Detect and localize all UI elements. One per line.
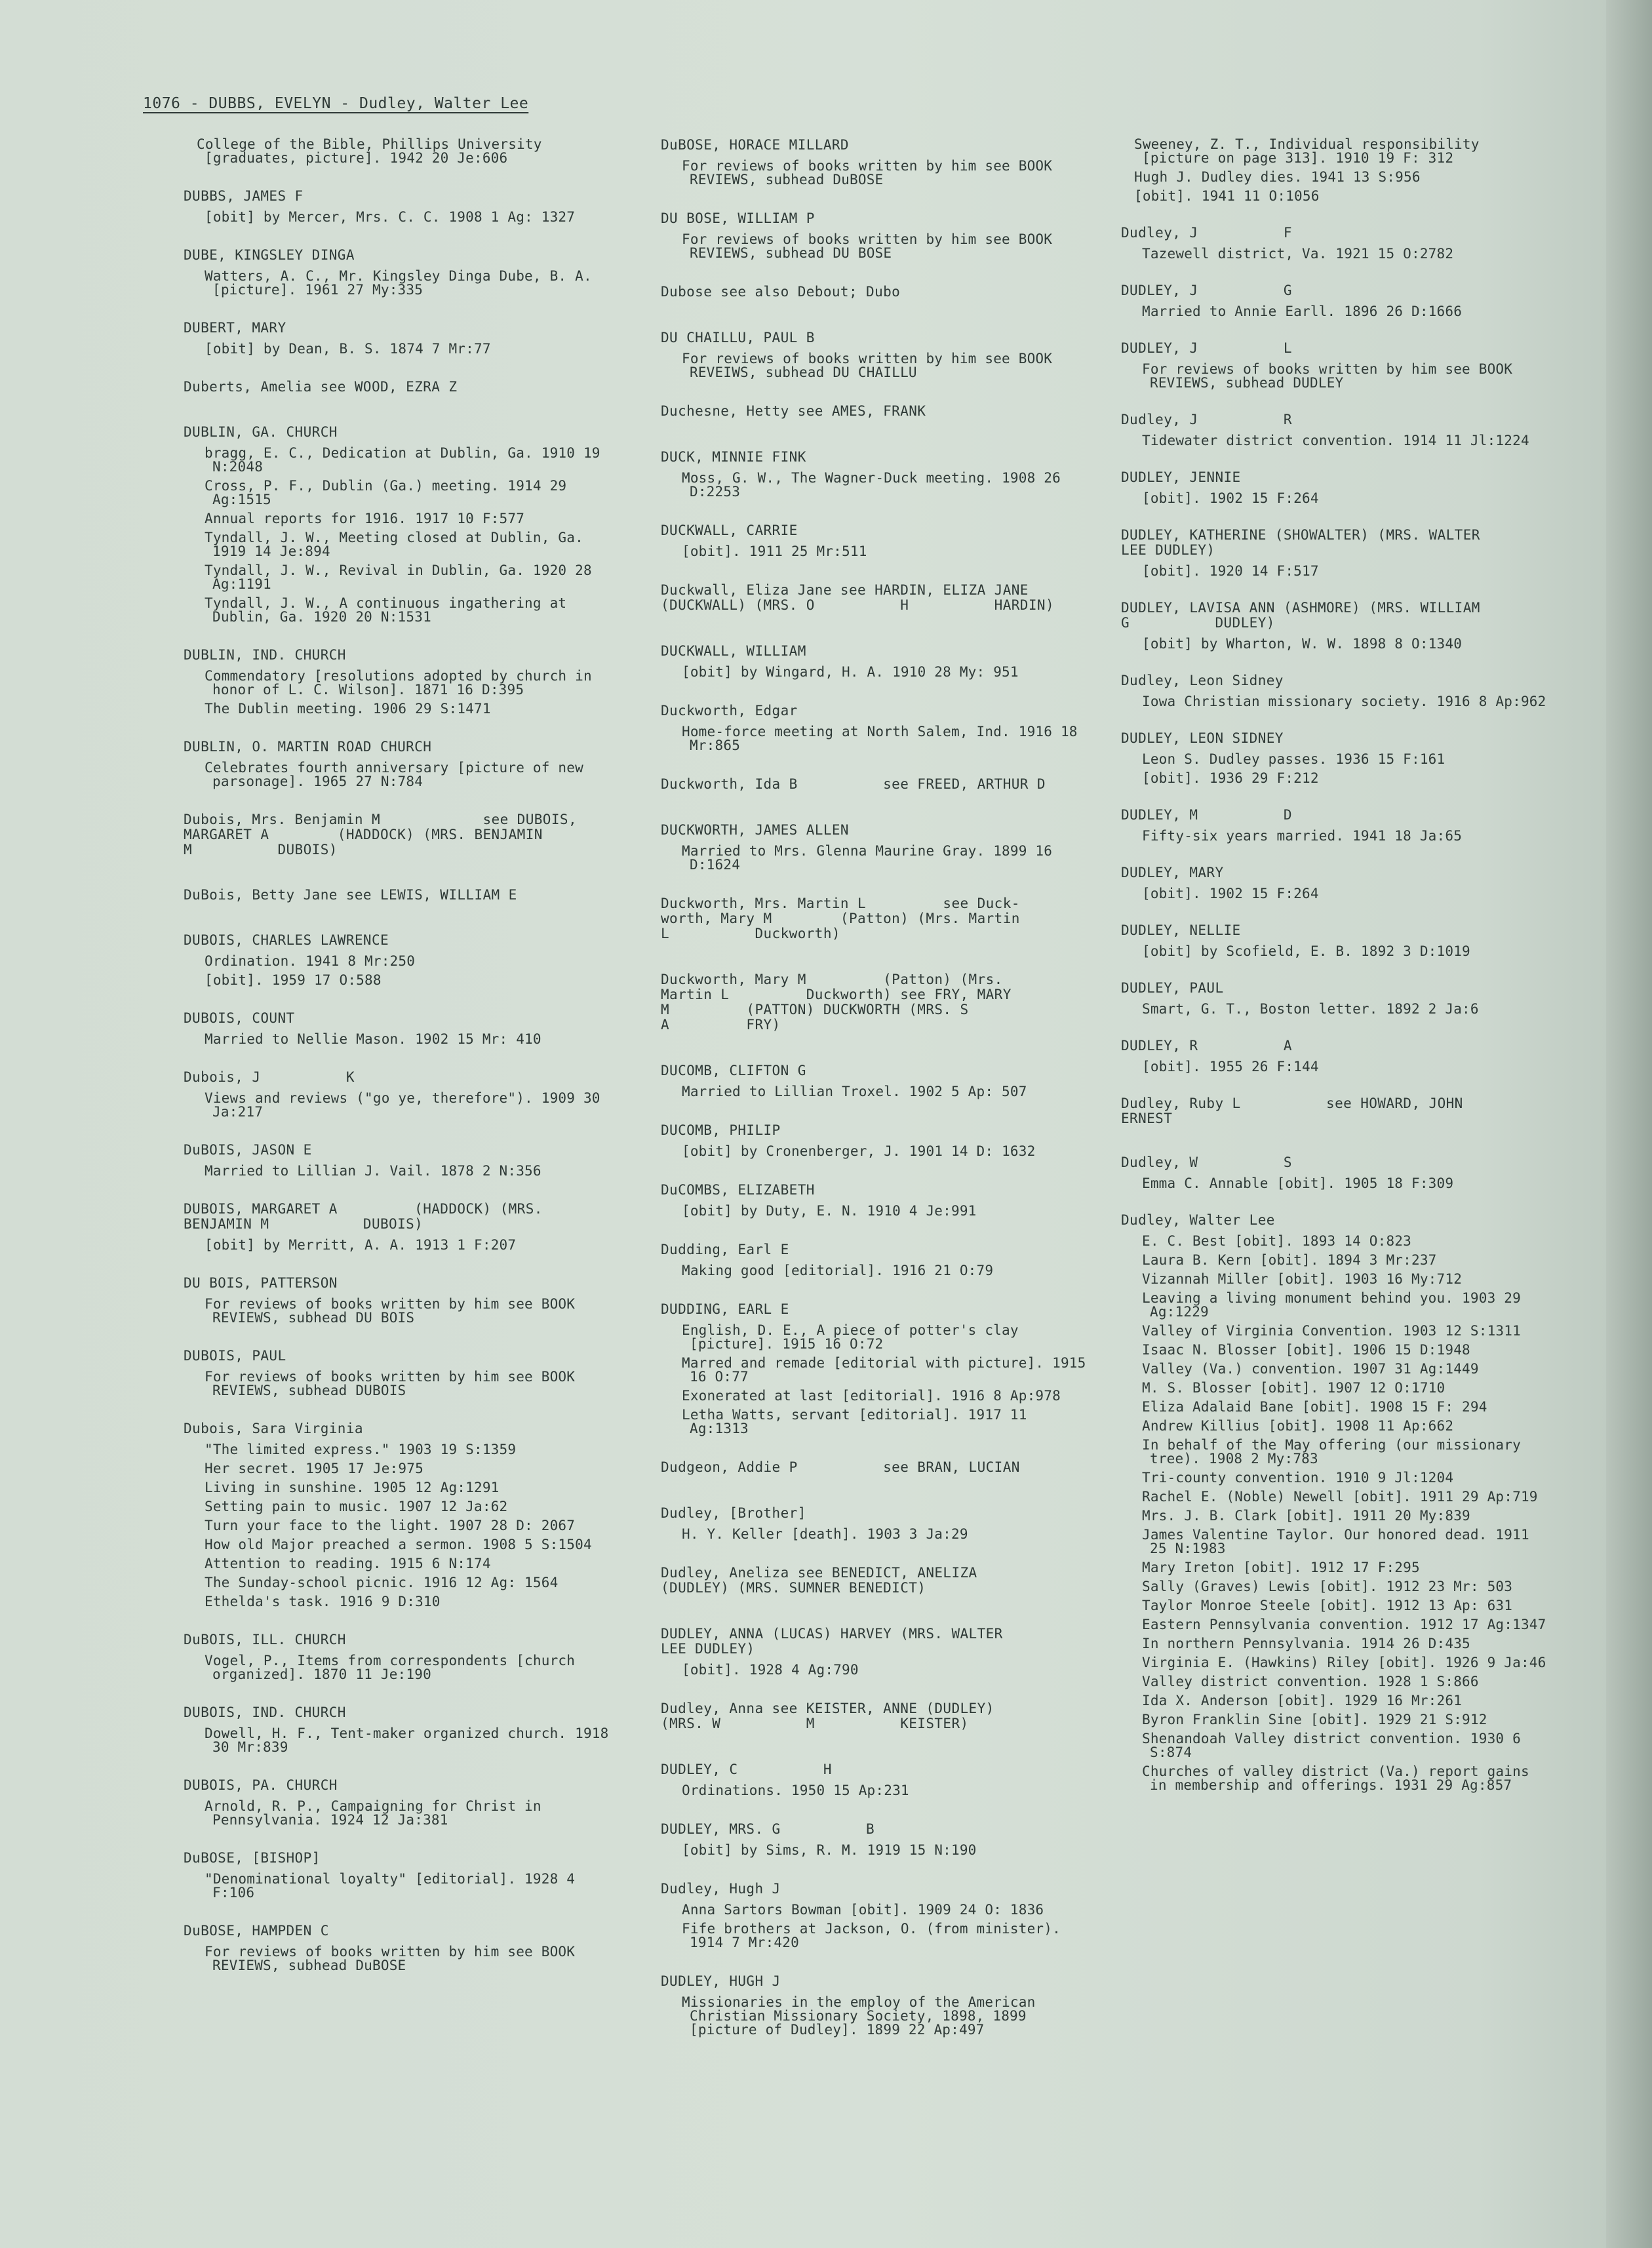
entry-heading: DuBOSE, HAMPDEN C [184,1923,329,1939]
citation: Commendatory [resolutions adopted by church in honor of L. C. Wilson]. 1871 16 D:395 [205,668,600,698]
citation: Marred and remade [editorial with picture]. 1915 16 O:77 [682,1355,1095,1385]
citation: Byron Franklin Sine [obit]. 1929 21 S:912 [1142,1712,1487,1727]
citation: [obit]. 1902 15 F:264 [1142,886,1319,901]
entry-heading: DUBLIN, O. MARTIN ROAD CHURCH [184,739,432,755]
entry-heading: Dubose see also Debout; Dubo [661,284,901,300]
index-entry [184,648,616,716]
citation: "The limited express." 1903 19 S:1359 [205,1442,517,1457]
index-entry [1121,808,1554,843]
citation: The Dublin meeting. 1906 29 S:1471 [205,701,491,717]
entry-heading: Dudley, J F [1121,225,1292,241]
entry-heading: Dudgeon, Addie P see BRAN, LUCIAN [661,1459,1020,1475]
citation: bragg, E. C., Dedication at Dublin, Ga. 1910 19 N:2048 [205,445,609,475]
citation: Valley (Va.) convention. 1907 31 Ag:1449 [1142,1361,1479,1377]
index-entry [184,189,616,224]
citation: [obit] by Scofield, E. B. 1892 3 D:1019 [1142,943,1470,959]
index-entry [184,1349,616,1398]
citation: Celebrates fourth anniversary [picture of new parsonage]. 1965 27 N:784 [205,760,592,789]
citation: In behalf of the May offering (our missionary tree). 1908 2 My:783 [1142,1437,1529,1467]
index-entry [661,1882,1093,1950]
index-entry [1121,138,1554,203]
citation: For reviews of books written by him see BOOK REVIEWS, subhead DUDLEY [1142,361,1521,391]
citation: Mrs. J. B. Clark [obit]. 1911 20 My:839 [1142,1508,1470,1524]
index-entry [1121,673,1554,709]
entry-heading: DUDLEY, KATHERINE (SHOWALTER) (MRS. WALTER LEE DUDLEY) [1121,527,1480,558]
citation: [obit]. 1902 15 F:264 [1142,490,1319,506]
citation: How old Major preached a sermon. 1908 5 S:1504 [205,1537,592,1552]
entry-heading: DUCKWORTH, JAMES ALLEN [661,822,849,838]
citation: [obit]. 1928 4 Ag:790 [682,1662,859,1678]
citation: Leon S. Dudley passes. 1936 15 F:161 [1142,751,1446,767]
citation: Churches of valley district (Va.) report gains in membership and offerings. 1931 29 Ag:857 [1142,1764,1538,1793]
entry-heading: DuBOIS, JASON E [184,1142,312,1158]
index-entry [661,285,1093,306]
index-entry [184,1421,616,1609]
entry-heading: DUBERT, MARY [184,320,286,336]
entry-heading: DUDLEY, PAUL [1121,980,1224,996]
index-entry [184,1632,616,1682]
index-entry [661,823,1093,872]
index-entry [661,1183,1093,1218]
citation: E. C. Best [obit]. 1893 14 O:823 [1142,1233,1411,1249]
index-entry [184,933,616,987]
citation: [obit] by Wharton, W. W. 1898 8 O:1340 [1142,636,1463,652]
citation: Laura B. Kern [obit]. 1894 3 Mr:237 [1142,1252,1437,1268]
citation: Views and reviews ("go ye, therefore"). 1909 30 Ja:217 [205,1090,609,1120]
entry-heading: Dudley, Walter Lee [1121,1212,1275,1228]
citation: Cross, P. F., Dublin (Ga.) meeting. 1914 29 Ag:1515 [205,478,576,507]
citation: College of the Bible, Phillips University [graduates, picture]. 1942 20 Je:606 [197,136,551,166]
citation: Taylor Monroe Steele [obit]. 1912 13 Ap: 631 [1142,1598,1513,1613]
citation: Attention to reading. 1915 6 N:174 [205,1556,491,1571]
index-entry [184,321,616,356]
citation: For reviews of books written by him see BOOK REVEIWS, subhead DU CHAILLU [682,351,1061,380]
index-entry [184,1851,616,1900]
entry-heading: Dudley, Ruby L see HOWARD, JOHN ERNEST [1121,1095,1463,1126]
citation: Turn your face to the light. 1907 28 D: 2067 [205,1518,576,1533]
citation: [obit]. 1941 11 O:1056 [1134,188,1320,204]
index-entry [661,1302,1093,1436]
index-entry [184,739,616,789]
citation: [obit] by Merritt, A. A. 1913 1 F:207 [205,1237,517,1253]
citation: Valley of Virginia Convention. 1903 12 S:1311 [1142,1323,1521,1339]
index-entry [661,1822,1093,1857]
index-entry [661,703,1093,753]
citation: Ordination. 1941 8 Mr:250 [205,953,416,969]
column-3 [1121,138,1554,1815]
citation: Tyndall, J. W., A continuous ingathering at Dublin, Ga. 1920 20 N:1531 [205,595,576,625]
citation: Setting pain to music. 1907 12 Ja:62 [205,1499,508,1514]
citation: [obit] by Duty, E. N. 1910 4 Je:991 [682,1203,977,1219]
index-entry [1121,1096,1554,1133]
citation: Virginia E. (Hawkins) Riley [obit]. 1926 9 Ja:46 [1142,1655,1546,1670]
entry-heading: DUDLEY, J L [1121,340,1292,356]
citation: Hugh J. Dudley dies. 1941 13 S:956 [1134,169,1421,185]
index-entry [184,1011,616,1046]
citation: Watters, A. C., Mr. Kingsley Dinga Dube, B. A. [picture]. 1961 27 My:335 [205,268,600,298]
column-1 [184,138,616,1996]
citation: Arnold, R. P., Campaigning for Christ in Pennsylvania. 1924 12 Ja:381 [205,1798,550,1828]
citation: Ethelda's task. 1916 9 D:310 [205,1594,441,1609]
citation: Married to Lillian J. Vail. 1878 2 N:356 [205,1163,541,1179]
index-entry [1121,1213,1554,1792]
entry-heading: Dubois, Mrs. Benjamin M see DUBOIS, MARGARET A (HADDOCK) (MRS. BENJAMIN M DUBOIS) [184,812,577,858]
entry-heading: DuBois, Betty Jane see LEWIS, WILLIAM E [184,887,517,903]
index-entry [184,248,616,297]
citation: Eastern Pennsylvania convention. 1912 17 Ag:1347 [1142,1617,1546,1632]
citation: H. Y. Keller [death]. 1903 3 Ja:29 [682,1526,968,1542]
citation: [obit] by Cronenberger, J. 1901 14 D: 1632 [682,1143,1036,1159]
entry-heading: DUDLEY, M D [1121,807,1292,823]
index-entry [184,380,616,401]
entry-heading: DUDLEY, LEON SIDNEY [1121,730,1284,746]
entry-heading: DuBOSE, HORACE MILLARD [661,137,849,153]
entry-heading: DU CHAILLU, PAUL B [661,330,815,345]
index-entry [1121,341,1554,390]
entry-heading: DUBBS, JAMES F [184,188,304,204]
entry-heading: DUBOIS, COUNT [184,1010,295,1026]
citation: Shenandoah Valley district convention. 1930 6 S:874 [1142,1731,1529,1760]
index-entry [661,211,1093,260]
entry-heading: DUDLEY, LAVISA ANN (ASHMORE) (MRS. WILLIAM G DUDLEY) [1121,600,1480,631]
entry-heading: Dudley, [Brother] [661,1505,806,1521]
entry-heading: Duckworth, Edgar [661,703,798,719]
index-entry [184,812,616,864]
index-entry [1121,470,1554,505]
citation: Exonerated at last [editorial]. 1916 8 Ap:978 [682,1388,1061,1404]
citation: Missionaries in the employ of the American Christian Missionary Society, 1898, 1899 [picture of Dudley]. 1899 22 Ap:497 [682,1994,1044,2038]
citation: For reviews of books written by him see BOOK REVIEWS, subhead DuBOSE [682,158,1061,187]
entry-heading: Duberts, Amelia see WOOD, EZRA Z [184,379,458,395]
entry-heading: DuCOMBS, ELIZABETH [661,1182,815,1198]
index-entry [1121,865,1554,901]
index-entry [661,1063,1093,1099]
citation: Vizannah Miller [obit]. 1903 16 My:712 [1142,1271,1463,1287]
citation: Dowell, H. F., Tent-maker organized church. 1918 30 Mr:839 [205,1725,618,1755]
citation: For reviews of books written by him see BOOK REVIEWS, subhead DuBOSE [205,1944,583,1973]
citation: Isaac N. Blosser [obit]. 1906 15 D:1948 [1142,1342,1470,1358]
citation: [obit] by Mercer, Mrs. C. C. 1908 1 Ag: 1327 [205,209,576,225]
citation: [obit] by Sims, R. M. 1919 15 N:190 [682,1842,977,1858]
entry-heading: DUCKWALL, CARRIE [661,523,798,538]
citation: Mary Ireton [obit]. 1912 17 F:295 [1142,1560,1420,1575]
entry-heading: DUCKWALL, WILLIAM [661,643,806,659]
entry-heading: DUCK, MINNIE FINK [661,449,806,465]
citation: For reviews of books written by him see BOOK REVIEWS, subhead DU BOSE [682,231,1061,261]
citation: The Sunday-school picnic. 1916 12 Ag: 1564 [205,1575,559,1590]
index-entry [1121,412,1554,448]
citation: M. S. Blosser [obit]. 1907 12 O:1710 [1142,1380,1446,1396]
index-entry [1121,981,1554,1016]
entry-heading: DUDLEY, ANNA (LUCAS) HARVEY (MRS. WALTER LEE DUDLEY) [661,1626,1003,1657]
index-entry [661,523,1093,559]
index-entry [661,404,1093,425]
citation: Rachel E. (Noble) Newell [obit]. 1911 29 Ap:719 [1142,1489,1538,1505]
entry-heading: DUBOIS, CHARLES LAWRENCE [184,932,389,948]
index-entry [184,1276,616,1325]
citation: [obit]. 1955 26 F:144 [1142,1059,1319,1075]
index-entry [1121,1155,1554,1191]
entry-heading: DUCOMB, CLIFTON G [661,1063,806,1078]
index-entry [661,1627,1093,1677]
citation: [obit]. 1920 14 F:517 [1142,563,1319,579]
citation: Home-force meeting at North Salem, Ind. 1916 18 Mr:865 [682,724,1086,753]
entry-heading: Duckworth, Mary M (Patton) (Mrs. Martin L Duckworth) see FRY, MARY M (PATTON) DUCKWORTH (MRS. S A FRY) [661,972,1012,1033]
citation: Tyndall, J. W., Meeting closed at Dublin, Ga. 1919 14 Je:894 [205,530,592,559]
index-entry [661,1762,1093,1798]
entry-heading: Dudley, Aneliza see BENEDICT, ANELIZA (DUDLEY) (MRS. SUMNER BENEDICT) [661,1565,977,1596]
index-entry [184,138,616,165]
index-entry [661,1566,1093,1602]
index-entry [661,896,1093,948]
index-entry [661,1506,1093,1541]
index-entry [1121,226,1554,261]
index-entry [661,777,1093,799]
citation: Leaving a living monument behind you. 1903 29 Ag:1229 [1142,1290,1529,1320]
citation: Tazewell district, Va. 1921 15 O:2782 [1142,246,1454,262]
entry-heading: DUBLIN, GA. CHURCH [184,424,338,440]
entry-heading: DUDLEY, C H [661,1762,832,1777]
index-entry [1121,731,1554,785]
entry-heading: DuBOSE, [BISHOP] [184,1850,321,1866]
citation: Letha Watts, servant [editorial]. 1917 11 Ag:1313 [682,1407,1036,1436]
citation: Married to Mrs. Glenna Maurine Gray. 1899 16 D:1624 [682,843,1061,873]
entry-heading: DUDLEY, JENNIE [1121,469,1241,485]
index-entry [661,1974,1093,2037]
page-edge-shadow [1606,0,1652,2248]
citation: Eliza Adalaid Bane [obit]. 1908 15 F: 294 [1142,1399,1487,1415]
entry-heading: DU BOIS, PATTERSON [184,1275,338,1291]
entry-heading: Dubois, Sara Virginia [184,1421,363,1436]
citation: [obit]. 1959 17 O:588 [205,972,382,988]
entry-heading: DUBOIS, PA. CHURCH [184,1777,338,1793]
citation: Fife brothers at Jackson, O. (from minister). 1914 7 Mr:420 [682,1921,1069,1950]
citation: Moss, G. W., The Wagner-Duck meeting. 1908 26 D:2253 [682,470,1069,500]
index-entry [661,972,1093,1039]
entry-heading: DU BOSE, WILLIAM P [661,210,815,226]
citation: [obit] by Wingard, H. A. 1910 28 My: 951 [682,664,1019,680]
entry-heading: Dudley, Anna see KEISTER, ANNE (DUDLEY) (MRS. W M KEISTER) [661,1701,994,1731]
citation: Married to Lillian Troxel. 1902 5 Ap: 507 [682,1084,1027,1099]
citation: Emma C. Annable [obit]. 1905 18 F:309 [1142,1175,1454,1191]
citation: Fifty-six years married. 1941 18 Ja:65 [1142,828,1463,844]
index-entry [661,138,1093,187]
index-entry [661,1242,1093,1278]
citation: [obit] by Dean, B. S. 1874 7 Mr:77 [205,341,491,357]
citation: English, D. E., A piece of potter's clay [picture]. 1915 16 O:72 [682,1322,1027,1352]
index-entry [184,1923,616,1973]
citation: Vogel, P., Items from correspondents [church organized]. 1870 11 Je:190 [205,1653,583,1682]
index-entry [184,1705,616,1754]
entry-heading: DUDLEY, NELLIE [1121,922,1241,938]
entry-heading: Dudley, Leon Sidney [1121,673,1284,688]
citation: Sally (Graves) Lewis [obit]. 1912 23 Mr: 503 [1142,1579,1513,1594]
column-2 [661,138,1093,2061]
entry-heading: DUBE, KINGSLEY DINGA [184,247,355,263]
entry-heading: DUBOIS, PAUL [184,1348,286,1364]
index-entry [1121,528,1554,578]
citation: Living in sunshine. 1905 12 Ag:1291 [205,1480,500,1495]
index-entry [184,1143,616,1178]
entry-heading: DUDLEY, J G [1121,283,1292,298]
citation: Tidewater district convention. 1914 11 Jl:1224 [1142,433,1529,448]
page-header: 1076 - DUBBS, EVELYN - Dudley, Walter Lee [143,95,529,112]
index-entry [184,888,616,909]
index-entry [661,583,1093,620]
citation: Making good [editorial]. 1916 21 O:79 [682,1263,994,1278]
index-entry [1121,1038,1554,1074]
entry-heading: Dudley, J R [1121,412,1292,427]
citation: Tri-county convention. 1910 9 Jl:1204 [1142,1470,1454,1486]
entry-heading: Dudley, W S [1121,1154,1292,1170]
entry-heading: DUBOIS, IND. CHURCH [184,1705,346,1720]
entry-heading: DUBLIN, IND. CHURCH [184,647,346,663]
citation: Married to Annie Earll. 1896 26 D:1666 [1142,304,1463,319]
entry-heading: DUDDING, EARL E [661,1301,789,1317]
index-entry [661,1701,1093,1738]
citation: In northern Pennsylvania. 1914 26 D:435 [1142,1636,1470,1651]
index-entry [184,1778,616,1827]
entry-heading: Duckworth, Mrs. Martin L see Duck- worth, Mary M (Patton) (Mrs. Martin L Duckworth) [661,896,1020,941]
citation: Ordinations. 1950 15 Ap:231 [682,1783,909,1798]
index-entry [661,330,1093,380]
citation: Married to Nellie Mason. 1902 15 Mr: 410 [205,1031,541,1047]
entry-heading: Duchesne, Hetty see AMES, FRANK [661,403,926,419]
entry-heading: DUDLEY, MRS. G B [661,1821,875,1837]
index-entry [661,644,1093,679]
index-entry [184,1202,616,1252]
index-entry [1121,923,1554,958]
entry-heading: Duckwall, Eliza Jane see HARDIN, ELIZA JANE (DUCKWALL) (MRS. O H HARDIN) [661,582,1054,613]
index-entry [184,425,616,624]
citation: Iowa Christian missionary society. 1916 8 Ap:962 [1142,694,1546,709]
entry-heading: Duckworth, Ida B see FREED, ARTHUR D [661,776,1046,792]
citation: Anna Sartors Bowman [obit]. 1909 24 O: 1836 [682,1902,1044,1918]
entry-heading: Dubois, J K [184,1069,355,1085]
citation: Tyndall, J. W., Revival in Dublin, Ga. 1920 28 Ag:1191 [205,562,600,592]
entry-heading: DUDLEY, R A [1121,1038,1292,1054]
index-entry [1121,601,1554,651]
citation: For reviews of books written by him see BOOK REVIEWS, subhead DUBOIS [205,1369,583,1398]
citation: Valley district convention. 1928 1 S:866 [1142,1674,1479,1689]
index-entry [661,450,1093,499]
index-entry [661,1123,1093,1158]
citation: Annual reports for 1916. 1917 10 F:577 [205,511,525,526]
entry-heading: DUDLEY, HUGH J [661,1973,781,1989]
citation: Ida X. Anderson [obit]. 1929 16 Mr:261 [1142,1693,1463,1708]
citation: For reviews of books written by him see BOOK REVIEWS, subhead DU BOIS [205,1296,583,1326]
citation: [obit]. 1911 25 Mr:511 [682,543,867,559]
citation: Sweeney, Z. T., Individual responsibility [picture on page 313]. 1910 19 F: 312 [1134,136,1488,166]
entry-heading: Dudley, Hugh J [661,1881,781,1897]
citation: James Valentine Taylor. Our honored dead. 1911 25 N:1983 [1142,1527,1538,1556]
index-entry [661,1460,1093,1482]
index-entry [1121,283,1554,319]
entry-heading: DUDLEY, MARY [1121,865,1224,880]
entry-heading: Dudding, Earl E [661,1242,789,1257]
citation: Smart, G. T., Boston letter. 1892 2 Ja:6 [1142,1001,1479,1017]
citation: [obit]. 1936 29 F:212 [1142,770,1319,786]
entry-heading: DUBOIS, MARGARET A (HADDOCK) (MRS. BENJAMIN M DUBOIS) [184,1201,543,1232]
entry-heading: DUCOMB, PHILIP [661,1122,781,1138]
entry-heading: DuBOIS, ILL. CHURCH [184,1632,346,1647]
citation: "Denominational loyalty" [editorial]. 1928 4 F:106 [205,1871,583,1901]
citation: Her secret. 1905 17 Je:975 [205,1461,423,1476]
citation: Andrew Killius [obit]. 1908 11 Ap:662 [1142,1418,1454,1434]
index-entry [184,1070,616,1119]
